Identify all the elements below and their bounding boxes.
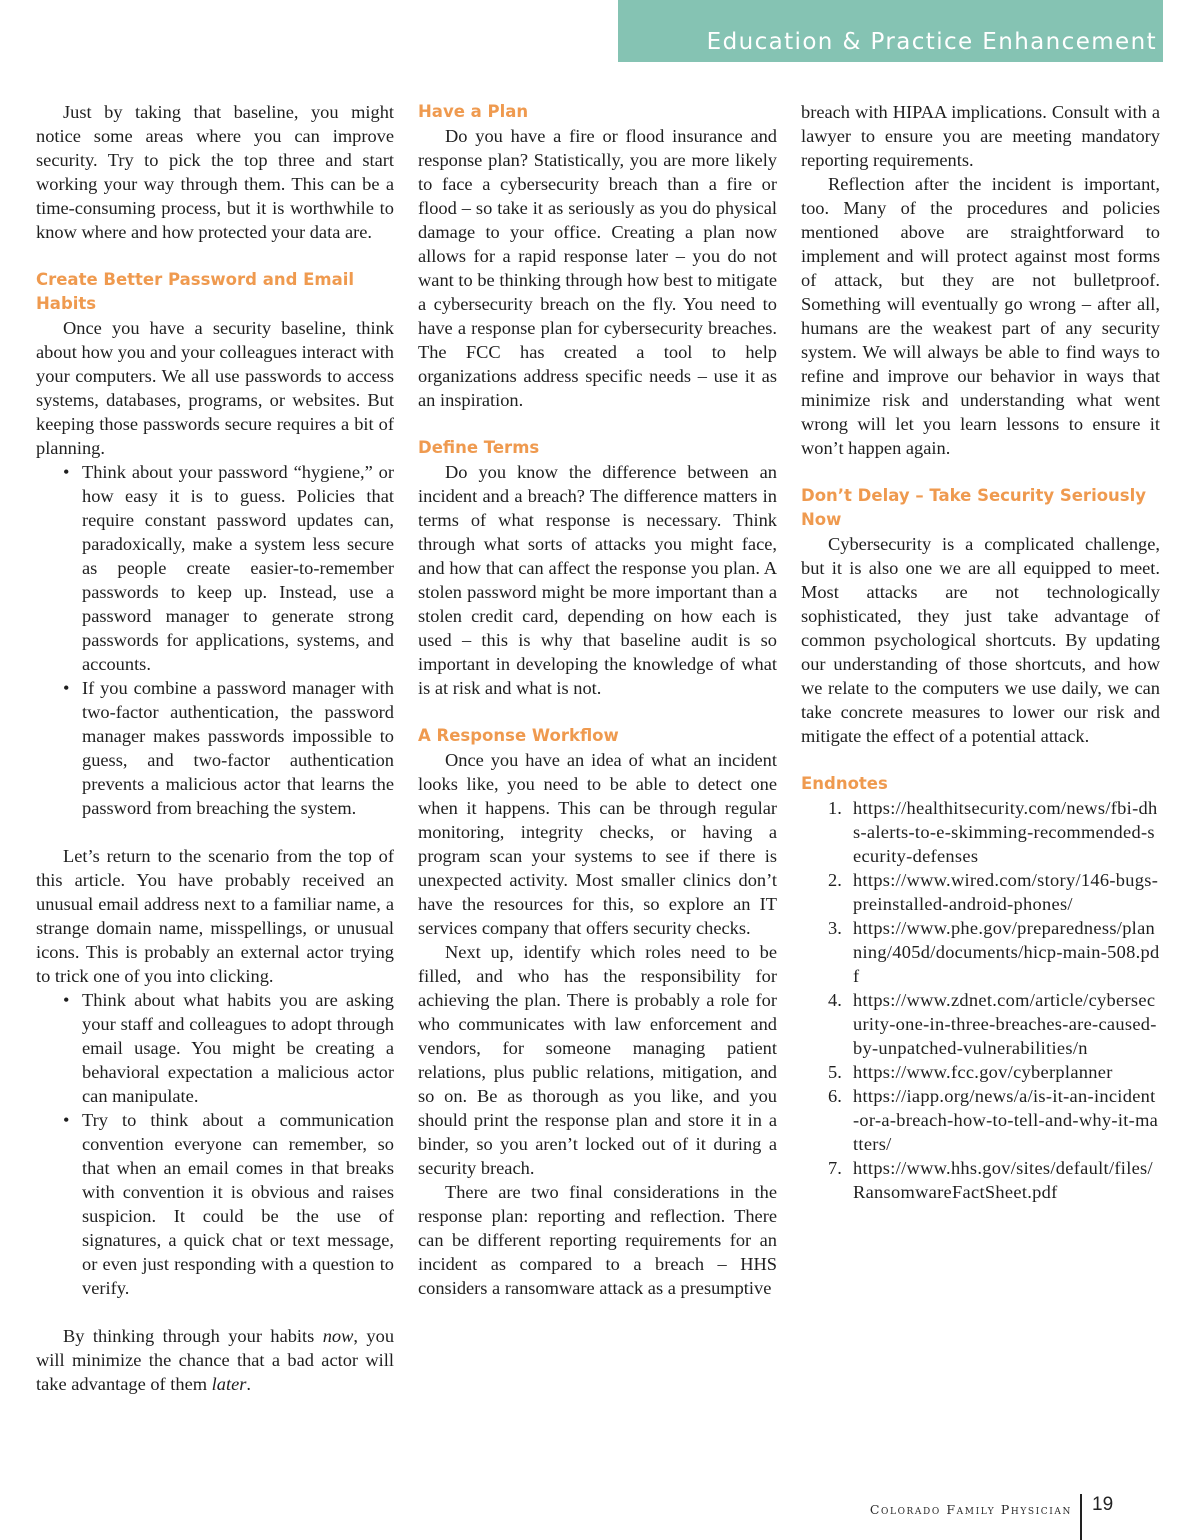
endnote-link[interactable]: https://www.zdnet.com/article/cybersecurity-one-in-three-breaches-are-caused-by-unpatched-vulnerabilities/n xyxy=(853,990,1157,1058)
endnote-item xyxy=(801,1156,1160,1204)
endnote-number: 3. xyxy=(828,918,842,938)
text: By thinking through your habits xyxy=(63,1326,323,1346)
endnote-link[interactable]: https://iapp.org/news/a/is-it-an-incident-or-a-breach-how-to-tell-and-why-it-matters/ xyxy=(853,1086,1159,1154)
endnote-number: 2. xyxy=(828,870,842,890)
publication-name: Colorado Family Physician xyxy=(869,1502,1072,1517)
endnote-item xyxy=(801,988,1160,1060)
paragraph: Cybersecurity is a complicated challenge, but it is also one we are all equipped to meet. Most attacks are not technologically sophisticated, they just take advantage of common psychological shortcuts. By updating our understanding of those shortcuts, and how we relate to the computers we use daily, we can take concrete measures to lower our risk and mitigate the effect of a potential attack. xyxy=(801,534,1160,746)
list-item: • Think about your password “hygiene,” or how easy it is to guess. Policies that require constant password updates can, paradoxically, make a system less secure as people create easier-to-remember passwords to keep up. Instead, use a password manager to generate strong passwords for applications, systems, and accounts. xyxy=(36,460,394,676)
paragraph: Do you have a fire or flood insurance and response plan? Statistically, you are more likely to face a cybersecurity breach than a fire or flood – so take it as seriously as you do physical damage to your office. Creating a plan now allows for a rapid response later – you do not want to be thinking through how best to mitigate a cybersecurity breach on the fly. You need to have a response plan for cybersecurity breaches. The FCC has created a tool to help organizations address specific needs – use it as an inspiration. xyxy=(418,126,777,410)
endnote-number: 5. xyxy=(828,1062,842,1082)
paragraph: There are two final considerations in the response plan: reporting and reflection. There can be different reporting requirements for an incident as compared to a breach – HHS considers a ransomware attack as a presumptive xyxy=(418,1182,777,1298)
heading-define-terms: Define Terms xyxy=(418,438,540,457)
paragraph: Let’s return to the scenario from the top of this article. You have probably received an unusual email address next to a familiar name, a strange domain name, misspellings, or unusual icons. This is probably an external actor trying to trick one of you into clicking. xyxy=(36,846,394,986)
text: . xyxy=(246,1374,251,1394)
endnote-number: 6. xyxy=(828,1086,842,1106)
paragraph: Next up, identify which roles need to be filled, and who has the responsibility for achieving the plan. There is probably a role for who communicates with law enforcement and vendors, for someone managing patient relations, plus public relations, mitigation, and so on. Be as thorough as you like, and you should print the response plan and store it in a binder, so you aren’t locked out of it during a security breach. xyxy=(418,942,777,1178)
endnote-link[interactable]: https://www.hhs.gov/sites/default/files/RansomwareFactSheet.pdf xyxy=(853,1158,1153,1202)
endnote-item xyxy=(801,796,1160,868)
footer-divider xyxy=(1080,1494,1082,1540)
list-item: • If you combine a password manager with two-factor authentication, the password manager makes passwords impossible to guess, and two-factor authentication prevents a malicious actor that learns the password from breaching the system. xyxy=(36,676,394,820)
bullet-list xyxy=(36,988,394,1300)
heading-response-workflow: A Response Workflow xyxy=(418,726,619,745)
paragraph: Do you know the difference between an incident and a breach? The difference matters in terms of what response is necessary. Think through what sorts of attacks you might face, and how that can affect the response you plan. A stolen password might be more important than a stolen credit card, depending on how each is used – this is why that baseline audit is so important in developing the knowledge of what is at risk and what is not. xyxy=(418,462,777,698)
endnote-link[interactable]: https://www.fcc.gov/cyberplanner xyxy=(853,1062,1113,1082)
text: , you will minimize the chance that a bad actor will take advantage of them xyxy=(36,1326,395,1394)
endnote-link[interactable]: https://www.wired.com/story/146-bugs-preinstalled-android-phones/ xyxy=(853,870,1159,914)
paragraph xyxy=(36,1324,394,1396)
endnote-item xyxy=(801,916,1160,988)
endnote-number: 4. xyxy=(828,990,842,1010)
endnote-number: 7. xyxy=(828,1158,842,1178)
endnote-item xyxy=(801,1084,1160,1156)
endnote-link[interactable]: https://healthitsecurity.com/news/fbi-dhs-alerts-to-e-skimming-recommended-security-defenses xyxy=(853,798,1158,866)
emphasis: later xyxy=(211,1374,247,1394)
heading-endnotes: Endnotes xyxy=(801,774,888,793)
paragraph: Reflection after the incident is important, too. Many of the procedures and policies mentioned above are straightforward to implement and will protect against most forms of attack, but they are not bulletproof. Something will eventually go wrong – after all, humans are the weakest part of any security system. We will always be able to find ways to refine and improve our behavior in ways that minimize risk and understanding what went wrong will let you learn lessons to ensure it won’t happen again. xyxy=(801,174,1160,458)
column-1 xyxy=(36,100,394,1396)
column-3 xyxy=(801,100,1160,1204)
endnote-item xyxy=(801,1060,1160,1084)
list-item: • Try to think about a communication convention everyone can remember, so that when an email comes in that breaks with convention it is obvious and raises suspicion. It could be the use of signatures, a quick chat or text message, or even just responding with a question to verify. xyxy=(36,1108,394,1300)
heading-password-habits: Create Better Password and Email Habits xyxy=(36,270,355,313)
section-banner xyxy=(618,0,1163,62)
bullet-list xyxy=(36,460,394,820)
heading-dont-delay: Don’t Delay – Take Security Seriously Now xyxy=(801,486,1147,529)
page-number: 19 xyxy=(1092,1494,1114,1515)
section-title: Education & Practice Enhancement xyxy=(706,29,1157,55)
emphasis: now xyxy=(322,1326,354,1346)
list-item: • Think about what habits you are asking your staff and colleagues to adopt through email usage. You might be creating a behavioral expectation a malicious actor can manipulate. xyxy=(36,988,394,1108)
endnote-number: 1. xyxy=(828,798,842,818)
endnote-item xyxy=(801,868,1160,916)
paragraph: Once you have a security baseline, think about how you and your colleagues interact with your computers. We all use passwords to access systems, databases, programs, or websites. But keeping those passwords secure requires a bit of planning. xyxy=(36,318,395,458)
heading-have-a-plan: Have a Plan xyxy=(418,102,529,121)
endnotes-list xyxy=(801,796,1160,1204)
paragraph: Once you have an idea of what an incident looks like, you need to be able to detect one when it happens. This can be through regular monitoring, integrity checks, or having a program scan your systems to see if there is unexpected activity. Most smaller clinics don’t have the resources for this, so explore an IT services company that offers security checks. xyxy=(418,750,777,938)
paragraph: Just by taking that baseline, you might notice some areas where you can improve security. Try to pick the top three and start working your way through them. This can be a time-consuming process, but it is worthwhile to know where and how protected your data are. xyxy=(36,102,394,242)
paragraph: breach with HIPAA implications. Consult with a lawyer to ensure you are meeting mandatory reporting requirements. xyxy=(801,102,1160,170)
column-2 xyxy=(418,100,777,1300)
endnote-link[interactable]: https://www.phe.gov/preparedness/planning/405d/documents/hicp-main-508.pdf xyxy=(853,918,1160,986)
